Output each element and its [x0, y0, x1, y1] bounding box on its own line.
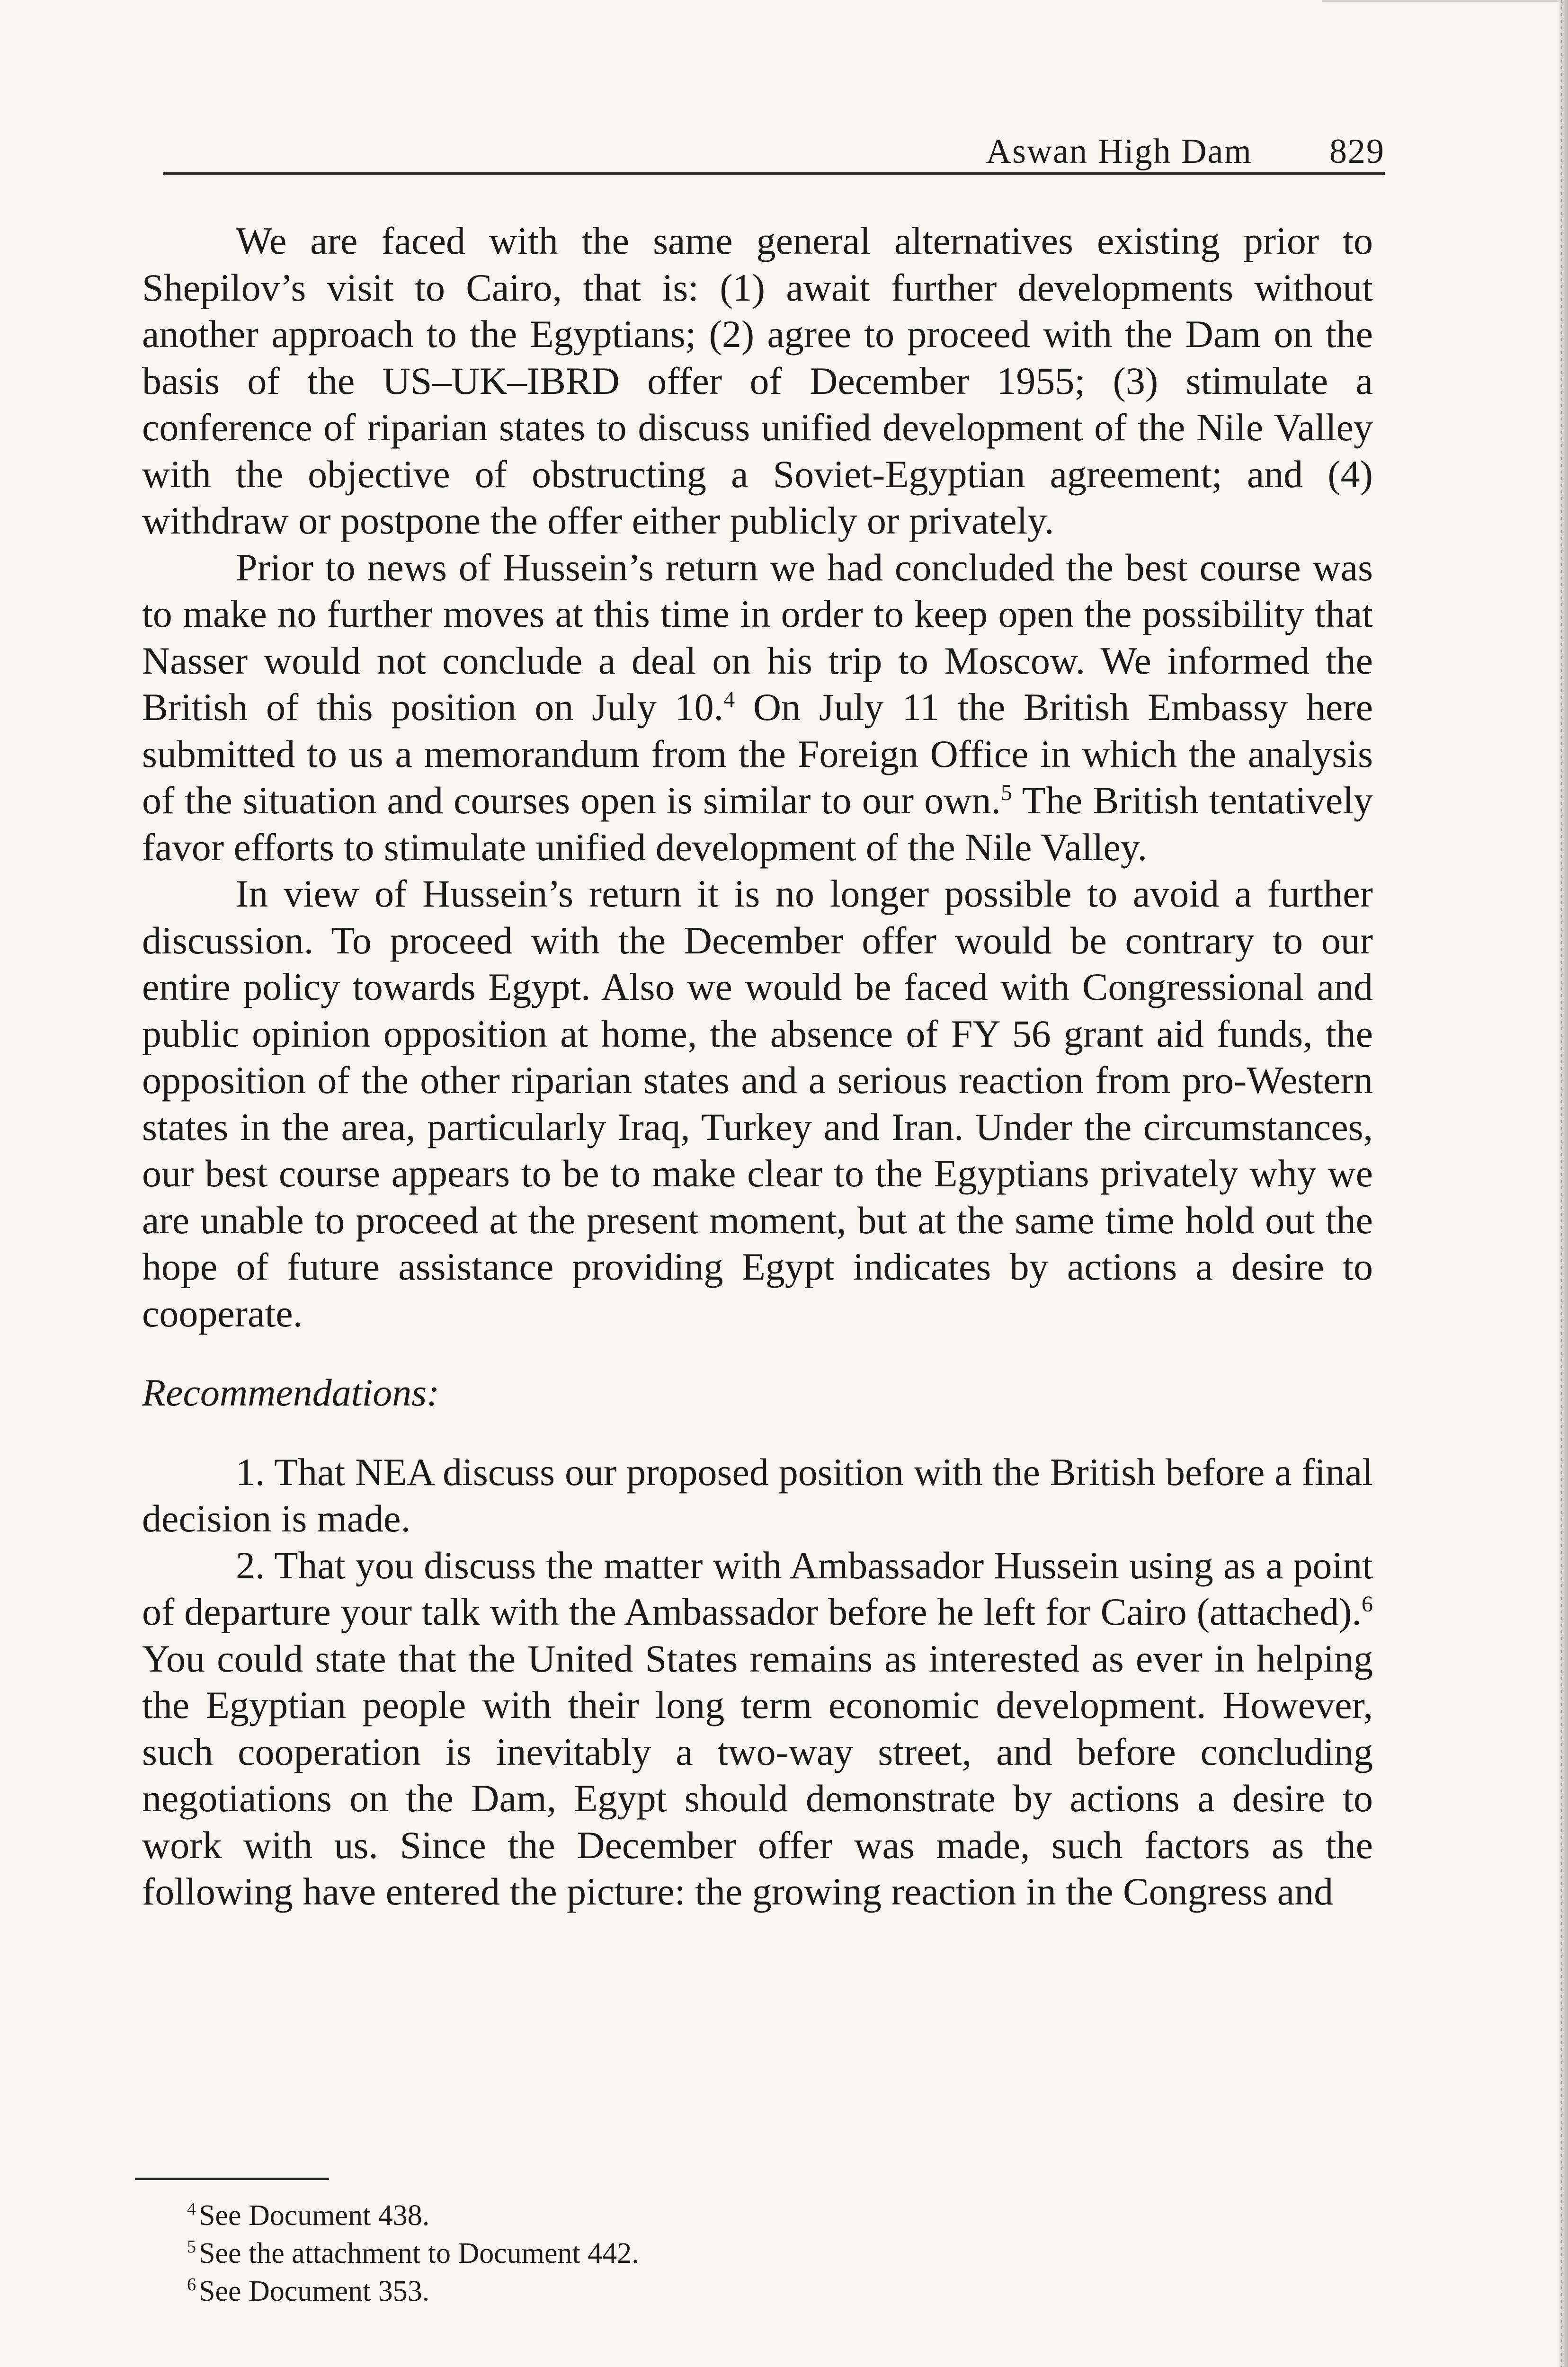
- top-edge-line: [1322, 0, 1559, 2]
- footnote-number: 6: [187, 2275, 196, 2295]
- footnote-text: See Document 438.: [199, 2199, 430, 2232]
- recommendation-2: [142, 1542, 1373, 1915]
- footnote-number: 5: [187, 2237, 196, 2257]
- paragraph-prior-to-news: [142, 544, 1373, 871]
- paragraph-text: You could state that the United States remains as interested as ever in helping the Egyptian people with their long term economic development. However, such cooperation is inevitably a two-way street, and before concluding negotiations on the Dam, Egypt should demonstrate by actions a desire to work with us. Since the December offer was made, such factors as the following have entered the picture: the growing reaction in the Congress and: [142, 1637, 1373, 1913]
- footnote-6: [187, 2272, 1229, 2310]
- running-head: [163, 134, 1385, 177]
- recommendations-heading: Recommendations:: [142, 1371, 440, 1414]
- page-number: 829: [1329, 132, 1385, 171]
- running-head-title: Aswan High Dam: [986, 132, 1252, 171]
- footnote-4: [187, 2197, 1229, 2234]
- footnotes: [187, 2197, 1229, 2310]
- footnote-ref-5: 5: [1001, 780, 1013, 805]
- page-edge-shadow: [1559, 0, 1568, 2367]
- body-text: [142, 218, 1373, 1915]
- paragraph-text: The British tentatively favor efforts to stimulate unified development of the Nile Valley.: [142, 779, 1373, 869]
- paragraph-text: 2. That you discuss the matter with Ambassador Hussein using as a point of departure your talk with the Ambassador before he left for Cairo (attached).: [142, 1543, 1373, 1633]
- header-rule: [163, 172, 1385, 175]
- paragraph-text: Prior to news of Hussein’s return we had concluded the best course was to make no further moves at this time in order to keep open the possibility that Nasser would not conclude a deal on his trip to Moscow. We informed the British of this position on July 10.: [142, 545, 1373, 729]
- footnote-5: [187, 2234, 1229, 2272]
- footnote-text: See the attachment to Document 442.: [199, 2237, 639, 2269]
- paragraph-text: On July 11 the British Embassy here submitted to us a memorandum from the Foreign Office in which the analysis of the situation and courses open is similar to our own.: [142, 685, 1373, 822]
- footnote-rule: [135, 2178, 329, 2180]
- recommendation-1: 1. That NEA discuss our proposed position with the British before a final decision is made.: [142, 1450, 1373, 1540]
- paragraph-hussein-return: In view of Hussein’s return it is no longer possible to avoid a further discussion. To proceed with the December offer would be contrary to our entire policy towards Egypt. Also we would be faced with Congressional and public opinion opposition at home, the absence of FY 56 grant aid funds, the opposition of the other riparian states and a serious reaction from pro-Western states in the area, particularly Iraq, Turkey and Iran. Under the circumstances, our best course appears to be to make clear to the Egyptians privately why we are unable to proceed at the present moment, but at the same time hold out the hope of future assistance providing Egypt indicates by actions a desire to cooperate.: [142, 872, 1373, 1335]
- footnote-ref-6: 6: [1362, 1592, 1373, 1617]
- paragraph-alternatives: We are faced with the same general alternatives existing prior to Shepilov’s visit to Cairo, that is: (1) await further developments without another approach to the Egyptians; (2) agree to proceed with the Dam on the basis of the US–UK–IBRD offer of December 1955; (3) stimulate a conference of riparian states to discuss unified development of the Nile Valley with the objective of obstructing a Soviet-Egyptian agreement; and (4) withdraw or postpone the offer either publicly or privately.: [142, 219, 1373, 542]
- footnote-number: 4: [187, 2199, 196, 2219]
- footnote-text: See Document 353.: [199, 2275, 430, 2307]
- footnote-ref-4: 4: [723, 687, 735, 712]
